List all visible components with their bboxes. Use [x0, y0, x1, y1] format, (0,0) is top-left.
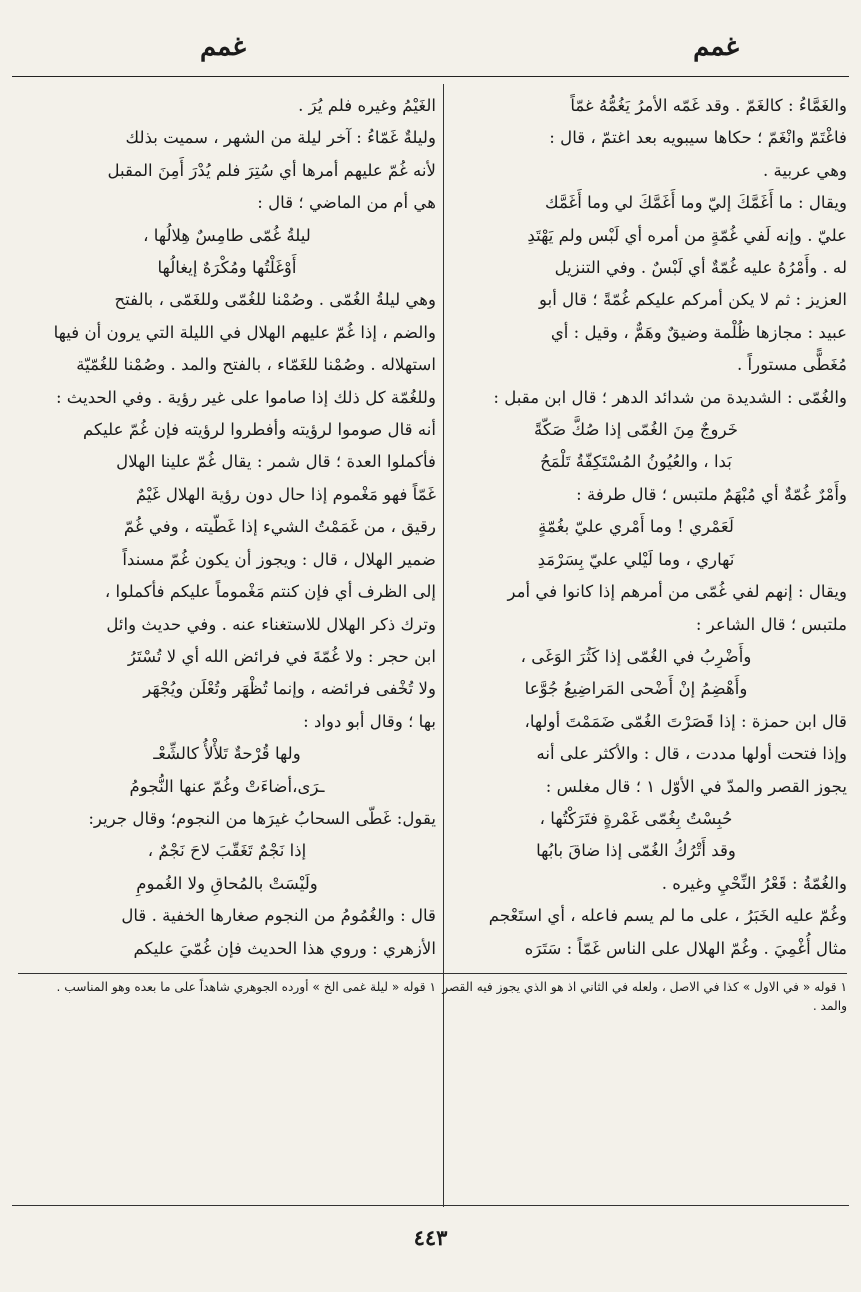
text-line: فاغْتَمّ وانْغَمّ ؛ حكاها سيبويه بعد اغتمّ ، قال : [549, 128, 847, 148]
text-line: وهي عربية . [763, 160, 847, 180]
verse-line: وأَضْرِبُ في الغُمّى إذا كَثُرَ الوَغَى ، [520, 646, 752, 666]
verse-line: ـرَى،أضاءَتْ وغُمّ عنها النُّجومُ [129, 776, 325, 796]
verse-line: بَدا ، والعُيُونُ المُسْتَكِفّةُ تَلْمَحُ [540, 452, 732, 472]
text-line: ولا تُخْفى فرائضه ، وإنما تُظْهَر وتُعْلَن ويُجْهَر [143, 679, 436, 699]
verse-line: وقد أَتْرُكُ الغُمّى إذا ضاقَ بابُها [536, 841, 736, 861]
text-line: إلى الظرف أي فإن كنتم مَغْموماً عليكم فأكملوا ، [104, 582, 436, 602]
text-line: ويقال : إنهم لفي غُمّى من أمرهم إذا كانوا في أمر [507, 582, 847, 602]
text-line: هي أم من الماضي ؛ قال : [257, 193, 436, 213]
text-line: الأزهري : وروي هذا الحديث فإن غُمّيَ عليكم [133, 938, 436, 958]
footnote-rule [425, 973, 847, 974]
text-line: وغُمّ عليه الخَبَرُ ، على ما لم يسم فاعله ، أي استَعْجم [488, 906, 847, 926]
footnote-rule [18, 973, 436, 974]
verse-line: أَوْغَلْتُها ومُكْرَهٌ إيغالُها [157, 258, 297, 278]
text-line: غَمّاً فهو مَغْموم إذا حال دون رؤية الهلال غَيْمٌ [135, 484, 436, 504]
text-line: أنه قال صوموا لرؤيته وأفطروا لرؤيته فإن غُمّ عليكم [82, 420, 436, 440]
right-column [425, 90, 847, 1016]
text-line: وأَمْرٌ غُمّةٌ أي مُبْهَمٌ ملتبس ؛ قال طرفة : [576, 484, 847, 504]
text-line: ملتبس ؛ قال الشاعر : [695, 614, 847, 634]
text-line: الغَيْمُ وغيره فلم يُرَ . [298, 96, 436, 115]
bottom-rule [12, 1205, 849, 1206]
top-rule [12, 76, 849, 77]
verse-line: وأَهْضِمُ إنْ أَضْحى المَراضِيعُ جُوَّعا [524, 679, 748, 699]
text-line: استهلاله . وصُمْنا للغَمّاء ، بالفتح والمد . وصُمْنا للغُمّيّة [76, 355, 436, 375]
text-line: وللغُمّة كل ذلك إذا صاموا على غير رؤية . وفي الحديث : [55, 387, 436, 407]
text-line: وهي ليلةُ الغُمّى . وصُمْنا للغُمّى وللغَمّى ، بالفتح [114, 290, 436, 310]
text-line: مثال أُغْمِيَ . وغُمّ الهلال على الناس غَمّاً : سَتَرَه [524, 938, 847, 958]
text-line: له . وأَمْرُهُ عليه غُمّةٌ أي لَبْسٌ . وفي التنزيل [554, 258, 847, 278]
text-line: قال : والغُمُومُ من النجوم صغارها الخفية . قال [121, 906, 436, 926]
text-line: ابن حجر : ولا غُمّةَ في فرائض الله أي لا تُسْتَرُ [127, 646, 436, 666]
text-line: والغَمَّاءُ : كالغَمّ . وقد غَمّه الأمرُ يَغُمُّهُ غمّاً [570, 96, 847, 115]
verse-line: ليلةُ غُمّى طامِسٌ هِلالُها ، [143, 225, 311, 245]
text-line: لأنه غُمّ عليهم أمرها أي سُتِرَ فلم يُدْرَ أَمِنَ المقبل [107, 160, 436, 180]
text-line: بها ؛ وقال أبو دواد : [303, 711, 436, 731]
verse-line: ولَيْسَتْ بالمُحاقِ ولا الغُمومِ [136, 873, 318, 893]
verse-line: لَعَمْري ! وما أَمْري عليّ بغُمّةٍ [538, 517, 734, 537]
text-line: والغُمّةُ : قَعْرُ النِّحْيِ وغيره . [661, 873, 847, 893]
text-line: ضمير الهلال ، قال : ويجوز أن يكون غُمّ مسنداً [122, 549, 436, 569]
footnote: ١ قوله « في الاول » كذا في الاصل ، ولعله في الثاني اذ هو الذي يجوز فيه القصر والمد . [442, 979, 847, 1013]
text-line: رقيق ، من غَمَمْتُ الشيء إذا غَطّيته ، وفي غُمّ [123, 517, 436, 537]
text-line: فأكملوا العدة ؛ قال شمر : يقال غُمّ علينا الهلال [116, 452, 436, 472]
text-line: وإذا فتحت أولها مددت ، قال : والأكثر على أنه [536, 744, 847, 764]
text-line: وليلةٌ غَمّاءُ : آخر ليلة من الشهر ، سميت بذلك [125, 128, 436, 148]
text-line: عبيد : مجازها ظُلْمة وضيقٌ وهَمٌّ ، وقيل : أي [550, 322, 847, 342]
right-headword: غمم [693, 32, 739, 62]
verse-line: إذا نَجْمٌ تَغَقّبَ لاحَ نَجْمٌ ، [147, 841, 307, 861]
page-number: ٤٤٣ [413, 1225, 448, 1250]
verse-line: خَروجٌ مِنَ الغُمّى إذا صُكَّ صَكّةً [534, 420, 738, 440]
text-line: قال ابن حمزة : إذا قَصَرْتَ الغُمّى ضَمَمْتَ أولها، [524, 711, 847, 731]
text-line: العزيز : ثم لا يكن أمركم عليكم غُمّةً ؛ قال أبو [539, 290, 847, 310]
text-line: وترك ذكر الهلال للاستغناء عنه . وفي حديث وائل [106, 614, 436, 634]
text-line: عليّ . وإنه لَفي غُمّةٍ من أمره أي لَبْس ولم يَهْتَدِ [527, 225, 847, 245]
text-line: والضم ، إذا غُمّ عليهم الهلال في الليلة التي يرون أن فيها [53, 322, 436, 342]
verse-line: نَهاري ، وما لَيْلي عليّ بِسَرْمَدِ [537, 549, 735, 569]
text-line: والغُمّى : الشديدة من شدائد الدهر ؛ قال ابن مقبل : [493, 387, 847, 407]
verse-line: ولها قُرْحةٌ تَلأْلأُ كالشِّعْـ [153, 744, 301, 764]
left-column [18, 90, 436, 997]
text-line: يقول: غَطّى السحابُ غيرَها من النجوم؛ وقال جرير: [88, 808, 436, 828]
verse-line: حُبِسْتُ بِغُمّى غَمْرةٍ فتَرَكْتُها ، [539, 808, 733, 828]
left-headword: غمم [200, 32, 246, 62]
footnote: ١ قوله « ليلة غمى الخ » أورده الجوهري شاهداً على ما بعده وهو المناسب . [56, 979, 436, 994]
text-line: ويقال : ما أَغَمَّكَ إليّ وما أَغَمَّكَ لي وما أَغَمَّك [544, 193, 847, 213]
text-line: مُغَطًّى مستوراً . [736, 355, 847, 375]
text-line: يجوز القصر والمدّ في الأوّل ١ ؛ قال مغلس : [545, 776, 847, 796]
